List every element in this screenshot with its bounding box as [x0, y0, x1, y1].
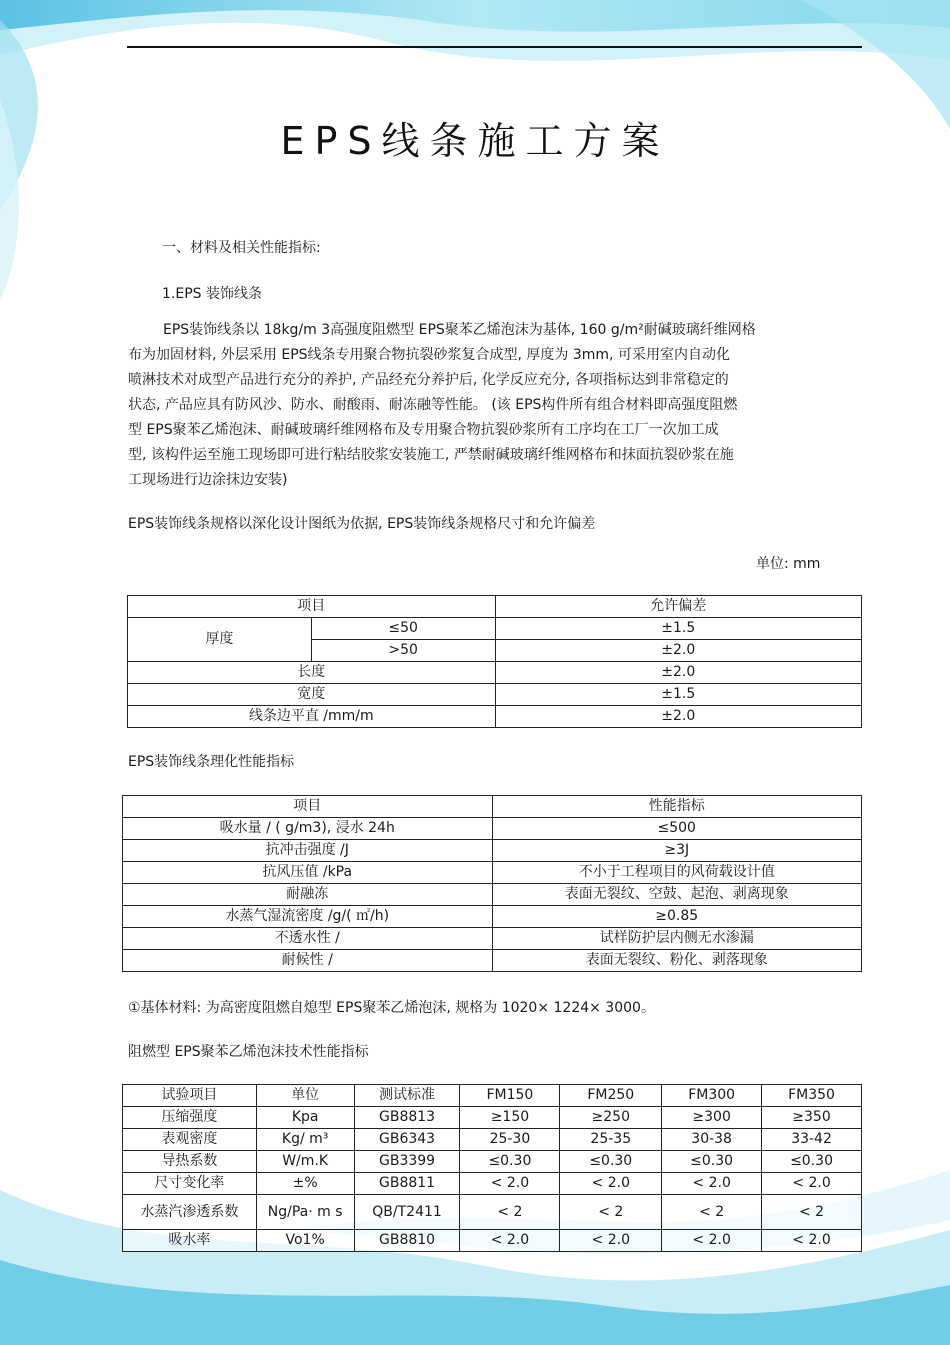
table-cell: ≥3J	[492, 840, 862, 862]
table-cell: < 2.0	[662, 1230, 762, 1252]
table-cell: 厚度	[128, 618, 312, 662]
paragraph-line: 布为加固材料, 外层采用 EPS线条专用聚合物抗裂砂浆复合成型, 厚度为 3mm, 可采用室内自动化	[128, 347, 730, 363]
table-header-cell: FM300	[662, 1085, 762, 1107]
table-header-cell: 单位	[256, 1085, 354, 1107]
table-header-cell: 性能指标	[492, 796, 862, 818]
table-cell: 抗冲击强度 /J	[123, 840, 493, 862]
table-cell: 30-38	[662, 1129, 762, 1151]
table-cell: 吸水率	[123, 1230, 257, 1252]
table-row	[123, 1195, 862, 1230]
table-cell: 不透水性 /	[123, 928, 493, 950]
table-cell: W/m.K	[256, 1151, 354, 1173]
table-cell: < 2	[762, 1195, 862, 1230]
paragraph-line: 型, 该构件运至施工现场即可进行粘结胶浆安装施工, 严禁耐碱玻璃纤维网格布和抹面抗裂砂浆在施	[128, 447, 734, 463]
table-cell: < 2.0	[560, 1173, 662, 1195]
flame-heading: 阻燃型 EPS聚苯乙烯泡沫技术性能指标	[128, 1044, 369, 1060]
page-title: EPS线条施工方案	[280, 119, 670, 163]
table-cell: < 2	[460, 1195, 560, 1230]
table-cell: 33-42	[762, 1129, 862, 1151]
table-cell: GB3399	[354, 1151, 460, 1173]
table-cell: ≥350	[762, 1107, 862, 1129]
table-cell: ±1.5	[495, 684, 862, 706]
table-cell: < 2.0	[460, 1173, 560, 1195]
table-cell: ≥0.85	[492, 906, 862, 928]
table-cell: 压缩强度	[123, 1107, 257, 1129]
table-cell: ≤0.30	[762, 1151, 862, 1173]
table-row	[123, 1151, 862, 1173]
table-cell: Kpa	[256, 1107, 354, 1129]
paragraph-line: 喷淋技术对成型产品进行充分的养护, 产品经充分养护后, 化学反应充分, 各项指标达到非常稳定的	[128, 372, 729, 388]
table-header-cell: 测试标准	[354, 1085, 460, 1107]
table-cell: 不小于工程项目的风荷载设计值	[492, 862, 862, 884]
table-cell: ±2.0	[495, 662, 862, 684]
table-cell: >50	[311, 640, 495, 662]
table-cell: 耐候性 /	[123, 950, 493, 972]
table-row	[123, 950, 862, 972]
table-row	[123, 928, 862, 950]
header-rule	[127, 46, 862, 48]
table-header-cell: FM250	[560, 1085, 662, 1107]
table-header-cell: 试验项目	[123, 1085, 257, 1107]
table-cell: < 2	[662, 1195, 762, 1230]
table-cell: ≥300	[662, 1107, 762, 1129]
table-cell: ≤50	[311, 618, 495, 640]
table-header-cell: FM150	[460, 1085, 560, 1107]
section-heading: 一、材料及相关性能指标:	[162, 240, 321, 256]
table-cell: GB6343	[354, 1129, 460, 1151]
table-cell: 水蒸汽渗透系数	[123, 1195, 257, 1230]
table-cell: < 2.0	[560, 1230, 662, 1252]
table-row	[128, 662, 862, 684]
table-cell: 试样防护层内侧无水渗漏	[492, 928, 862, 950]
table-cell: 导热系数	[123, 1151, 257, 1173]
base-material-note: ①基体材料: 为高密度阻燃自熄型 EPS聚苯乙烯泡沫, 规格为 1020× 1224× 3000。	[128, 1000, 655, 1016]
table-cell: < 2.0	[762, 1230, 862, 1252]
table-cell: Kg/ m³	[256, 1129, 354, 1151]
table-row	[128, 706, 862, 728]
table-cell: GB8811	[354, 1173, 460, 1195]
paragraph-line: 状态, 产品应具有防风沙、防水、耐酸雨、耐冻融等性能。 (该 EPS构件所有组合材料即高强度阻燃	[128, 397, 738, 413]
table-cell: 宽度	[128, 684, 496, 706]
performance-table	[122, 795, 862, 972]
table-row	[123, 862, 862, 884]
table-cell: 抗风压值 /kPa	[123, 862, 493, 884]
table-cell: 尺寸变化率	[123, 1173, 257, 1195]
table-row	[123, 840, 862, 862]
table-cell: ≤500	[492, 818, 862, 840]
table-cell: 吸水量 / ( g/m3), 浸水 24h	[123, 818, 493, 840]
table-cell: < 2	[560, 1195, 662, 1230]
table-cell: GB8810	[354, 1230, 460, 1252]
table-cell: 25-30	[460, 1129, 560, 1151]
paragraph-line: 型 EPS聚苯乙烯泡沫、耐碱玻璃纤维网格布及专用聚合物抗裂砂浆所有工序均在工厂一次加工成	[128, 422, 719, 438]
table-row	[123, 1107, 862, 1129]
table-row	[123, 1129, 862, 1151]
table-cell: 水蒸气湿流密度 /g/( ㎡/h)	[123, 906, 493, 928]
table-row	[123, 1085, 862, 1107]
table-cell: GB8813	[354, 1107, 460, 1129]
table-cell: 线条边平直 /mm/m	[128, 706, 496, 728]
table-row	[123, 818, 862, 840]
table-row	[123, 1173, 862, 1195]
table-row	[123, 1230, 862, 1252]
table-cell: ≥250	[560, 1107, 662, 1129]
table-cell: ±%	[256, 1173, 354, 1195]
tolerance-table	[127, 595, 862, 728]
eps-foam-table	[122, 1084, 862, 1252]
spec-intro: EPS装饰线条规格以深化设计图纸为依据, EPS装饰线条规格尺寸和允许偏差	[128, 516, 596, 532]
table-cell: ≥150	[460, 1107, 560, 1129]
table-row	[128, 618, 862, 640]
table-header-cell: 项目	[123, 796, 493, 818]
table-cell: 表面无裂纹、空鼓、起泡、剥离现象	[492, 884, 862, 906]
table-cell: 25-35	[560, 1129, 662, 1151]
table-row	[128, 596, 862, 618]
table-cell: 长度	[128, 662, 496, 684]
table-cell: Ng/Pa· m s	[256, 1195, 354, 1230]
table-cell: < 2.0	[762, 1173, 862, 1195]
table-row	[123, 906, 862, 928]
table-row	[123, 884, 862, 906]
table-cell: 表面无裂纹、粉化、剥落现象	[492, 950, 862, 972]
table-header-cell: 允许偏差	[495, 596, 862, 618]
table-cell: ±2.0	[495, 706, 862, 728]
table-cell: Vo1%	[256, 1230, 354, 1252]
table-cell: ≤0.30	[662, 1151, 762, 1173]
table-cell: ≤0.30	[460, 1151, 560, 1173]
table-header-cell: FM350	[762, 1085, 862, 1107]
table-cell: ±2.0	[495, 640, 862, 662]
subheading: 1.EPS 装饰线条	[162, 286, 262, 302]
table-cell: QB/T2411	[354, 1195, 460, 1230]
table-row	[123, 796, 862, 818]
table-cell: < 2.0	[662, 1173, 762, 1195]
table-cell: < 2.0	[460, 1230, 560, 1252]
paragraph-line: EPS装饰线条以 18kg/m 3高强度阻燃型 EPS聚苯乙烯泡沫为基体, 160 g/m²耐碱玻璃纤维网格	[163, 322, 756, 338]
paragraph-line: 工现场进行边涂抹边安装)	[128, 472, 288, 488]
table-cell: 表观密度	[123, 1129, 257, 1151]
table-row	[128, 684, 862, 706]
table-cell: ±1.5	[495, 618, 862, 640]
table-cell: 耐融冻	[123, 884, 493, 906]
description-paragraph	[128, 318, 868, 493]
physical-heading: EPS装饰线条理化性能指标	[128, 754, 295, 770]
unit-label: 单位: mm	[756, 556, 821, 572]
table-cell: ≤0.30	[560, 1151, 662, 1173]
table-header-cell: 项目	[128, 596, 496, 618]
